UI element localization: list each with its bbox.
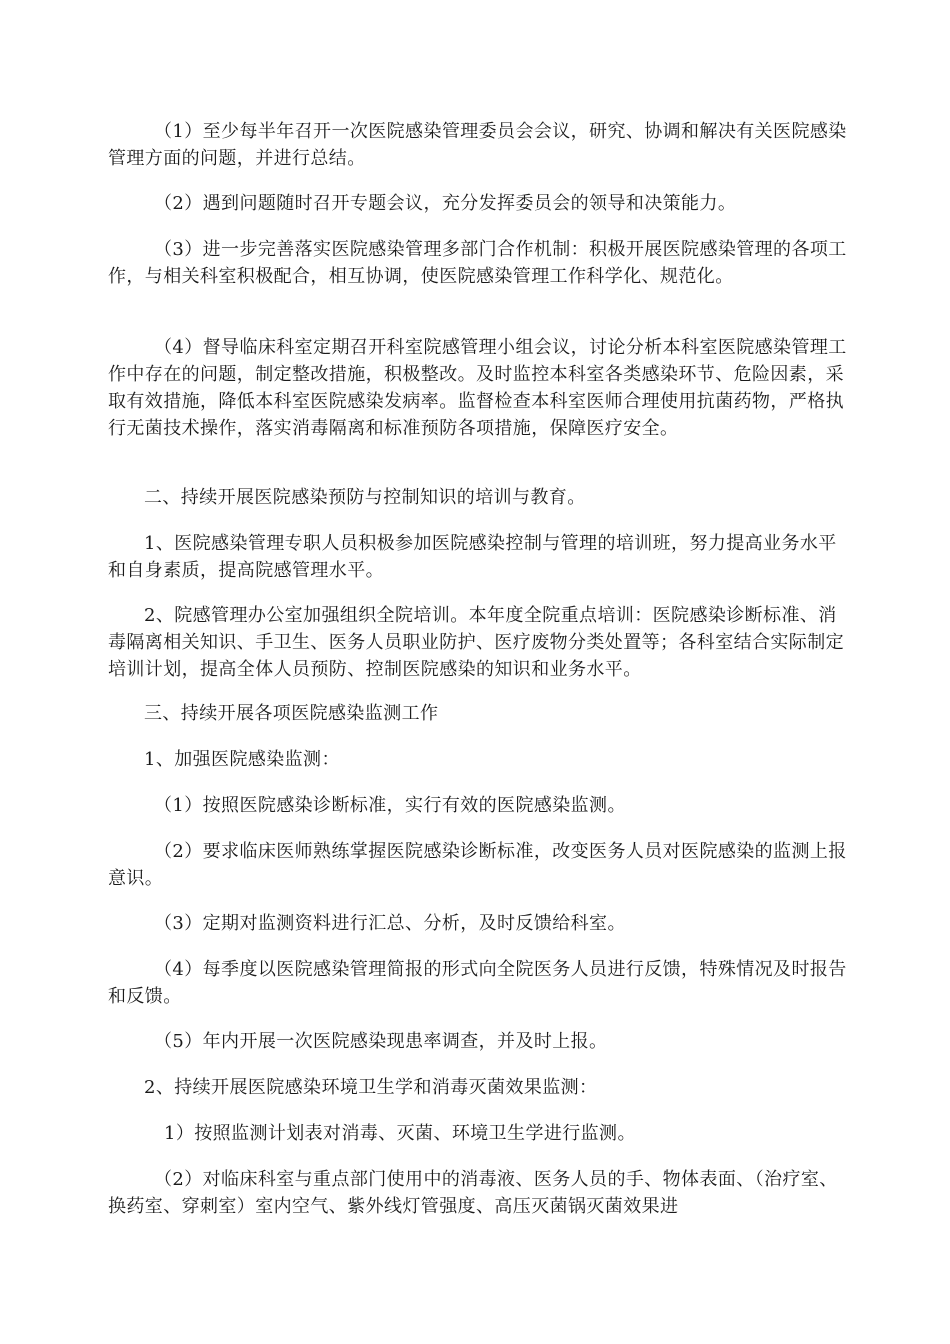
paragraph-11: （4）每季度以医院感染管理简报的形式向全院医务人员进行反馈，特殊情况及时报告和反馈。 [108,959,847,1007]
section-heading-2: 二、持续开展医院感染预防与控制知识的培训与教育。 [144,487,586,508]
paragraph-5: 1、医院感染管理专职人员积极参加医院感染控制与管理的培训班，努力提高业务水平和自身素质，提高院感管理水平。 [108,533,837,581]
paragraph-6: 2、院感管理办公室加强组织全院培训。本年度全院重点培训：医院感染诊断标准、消毒隔离相关知识、手卫生、医务人员职业防护、医疗废物分类处置等；各科室结合实际制定培训计划，提高全体人员预防、控制医院感染的知识和业务水平。 [108,605,844,680]
paragraph-1: （1）至少每半年召开一次医院感染管理委员会会议，研究、协调和解决有关医院感染管理方面的问题，并进行总结。 [108,121,847,169]
section-heading-3: 三、持续开展各项医院感染监测工作 [144,703,439,724]
paragraph-13: 2、持续开展医院感染环境卫生学和消毒灭菌效果监测： [144,1077,598,1098]
paragraph-14: 1）按照监测计划表对消毒、灭菌、环境卫生学进行监测。 [164,1123,636,1144]
paragraph-7: 1、加强医院感染监测： [144,749,340,770]
paragraph-9: （2）要求临床医师熟练掌握医院感染诊断标准，改变医务人员对医院感染的监测上报意识。 [108,841,847,889]
paragraph-10: （3）定期对监测资料进行汇总、分析，及时反馈给科室。 [154,913,626,934]
paragraph-12: （5）年内开展一次医院感染现患率调查，并及时上报。 [154,1031,608,1052]
paragraph-15: （2）对临床科室与重点部门使用中的消毒液、医务人员的手、物体表面、（治疗室、换药室、穿刺室）室内空气、紫外线灯管强度、高压灭菌锅灭菌效果进 [108,1169,838,1217]
paragraph-3: （3）进一步完善落实医院感染管理多部门合作机制：积极开展医院感染管理的各项工作，与相关科室积极配合，相互协调，使医院感染管理工作科学化、规范化。 [108,239,847,287]
paragraph-8: （1）按照医院感染诊断标准，实行有效的医院感染监测。 [154,795,626,816]
paragraph-2: （2）遇到问题随时召开专题会议，充分发挥委员会的领导和决策能力。 [154,193,737,214]
paragraph-4: （4）督导临床科室定期召开科室院感管理小组会议，讨论分析本科室医院感染管理工作中存在的问题，制定整改措施，积极整改。及时监控本科室各类感染环节、危险因素，采取有效措施，降低本科室医院感染发病率。监督检查本科室医师合理使用抗菌药物，严格执行无菌技术操作，落实消毒隔离和标准预防各项措施，保障医疗安全。 [108,337,847,439]
